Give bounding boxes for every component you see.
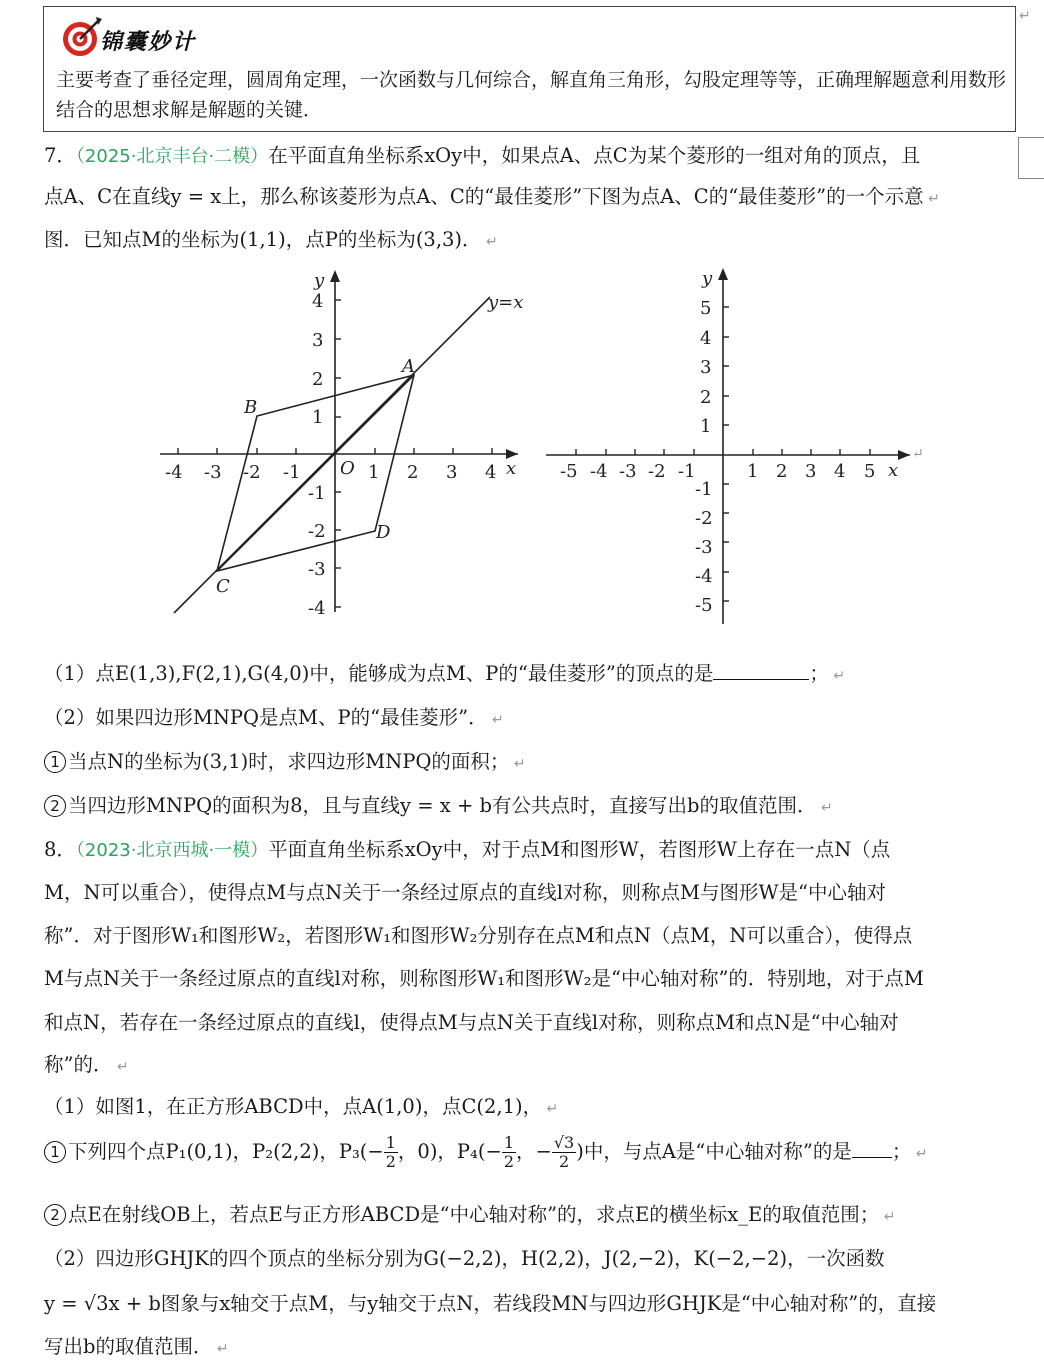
point-a-label: A: [402, 356, 415, 377]
q8-part2: （2）四边形GHJK的四个顶点的坐标分别为G(−2,2)，H(2,2)，J(2,−2)，K(−2,−2)，一次函数: [44, 1247, 885, 1270]
x-tick: 2: [407, 462, 419, 483]
q8-sub1: 1 下列四个点P₁(0,1)，P₂(2,2)，P₃(− $\frac{1}{2}$ ，0)，P₄(− $\frac{1}{2}$ ，− $\frac{√3}{2}$ )中，与点A是“中心轴对称”的是 ； ↵: [44, 1134, 928, 1171]
y-axis-label: y: [314, 270, 325, 291]
x-tick: 4: [834, 461, 846, 482]
q7-part1: （1）点E(1,3),F(2,1),G(4,0)中，能够成为点M、P的“最佳菱形”的顶点的是 ； ↵: [44, 662, 846, 685]
line-label: y=x: [488, 292, 524, 313]
x-tick: -1: [678, 461, 696, 482]
x-tick: -5: [560, 461, 578, 482]
figure-best-rhombus: [150, 262, 530, 622]
y-tick: -5: [695, 595, 713, 616]
y-tick: -4: [308, 598, 326, 619]
q7-line1: 7．（2025·北京丰台·二模）在平面直角坐标系xOy中，如果点A、点C为某个菱形的一组对角的顶点，且: [44, 144, 921, 167]
answer-blank[interactable]: [713, 661, 809, 680]
point-c-label: C: [216, 576, 230, 597]
origin-label: O: [340, 458, 355, 479]
fraction: $\frac{1}{2}$: [385, 1133, 396, 1171]
y-tick: 3: [312, 330, 324, 351]
q8-line1: 8．（2023·北京西城·一模）平面直角坐标系xOy中，对于点M和图形W，若图形W上存在一点N（点: [44, 838, 891, 861]
y-tick: 4: [700, 328, 712, 349]
summary-text: 主要考查了垂径定理，圆周角定理，一次函数与几何综合，解直角三角形，勾股定理等等，正确理解题意利用数形结合的思想求解是解题的关键．: [56, 69, 1007, 121]
x-axis-label: x: [888, 460, 899, 481]
x-tick: -3: [204, 462, 222, 483]
y-tick: -4: [695, 566, 713, 587]
q8-part2-line3: 写出b的取值范围． ↵: [44, 1335, 229, 1358]
svg-text:↵: ↵: [912, 446, 924, 462]
x-tick: 3: [805, 461, 817, 482]
y-tick: 2: [700, 387, 712, 408]
x-tick: 4: [485, 462, 497, 483]
y-tick: -2: [695, 508, 713, 529]
figure-blank-grid: [540, 262, 930, 632]
fraction: $\frac{√3}{2}$: [553, 1133, 575, 1171]
q7-line2: 点A、C在直线y = x上，那么称该菱形为点A、C的“最佳菱形”下图为点A、C的“最佳菱形”的一个示意 ↵: [44, 185, 940, 208]
target-logo-icon: [60, 15, 104, 59]
x-tick: -1: [283, 462, 301, 483]
q7-line3: 图．已知点M的坐标为(1,1)，点P的坐标为(3,3)． ↵: [44, 228, 498, 251]
y-tick: -2: [308, 521, 326, 542]
point-b-label: B: [244, 397, 258, 418]
answer-blank[interactable]: [852, 1139, 892, 1158]
circled-number: 1: [44, 751, 66, 773]
q8-sub2: 2 点E在射线OB上，若点E与正方形ABCD是“中心轴对称”的，求点E的横坐标x_E的取值范围； ↵: [44, 1199, 895, 1227]
x-tick: -4: [165, 462, 183, 483]
y-tick: 5: [700, 298, 712, 319]
x-tick: 1: [747, 461, 759, 482]
y-tick: 1: [700, 416, 712, 437]
circled-number: 2: [44, 1204, 66, 1226]
fraction: $\frac{1}{2}$: [503, 1133, 514, 1171]
circled-number: 1: [44, 1141, 66, 1163]
x-tick: -2: [648, 461, 666, 482]
q8-line2: M，N可以重合），使得点M与点N关于一条经过原点的直线l对称，则称点M与图形W是“中心轴对: [44, 881, 887, 904]
q7-source: （2025·北京丰台·二模）: [75, 146, 269, 167]
q8-line5: 和点N，若存在一条经过原点的直线l，使得点M与点N关于直线l对称，则称点M和点N是“中心轴对: [44, 1011, 899, 1034]
q8-line6: 称”的． ↵: [44, 1053, 129, 1076]
y-tick: 2: [312, 369, 324, 390]
q8-part2-line2: y = √3x + b图象与x轴交于点M，与y轴交于点N，若线段MN与四边形GHJK是“中心轴对称”的，直接: [44, 1292, 937, 1315]
q8-line3: 称”．对于图形W₁和图形W₂，若图形W₁和图形W₂分别存在点M和点N（点M，N可以重合），使得点: [44, 924, 913, 947]
y-tick: -1: [308, 483, 326, 504]
x-tick: 2: [776, 461, 788, 482]
x-tick: -3: [619, 461, 637, 482]
x-tick: 5: [864, 461, 876, 482]
y-tick: -1: [695, 479, 713, 500]
x-axis-label: x: [506, 458, 517, 479]
x-tick: 1: [368, 462, 380, 483]
q8-source: （2023·北京西城·一模）: [75, 840, 269, 861]
y-tick: -3: [308, 559, 326, 580]
q8-line4: M与点N关于一条经过原点的直线l对称，则称图形W₁和图形W₂是“中心轴对称”的．特别地，对于点M: [44, 967, 924, 990]
circled-number: 2: [44, 795, 66, 817]
q7-part2: （2）如果四边形MNPQ是点M、P的“最佳菱形”． ↵: [44, 706, 504, 729]
x-tick: 3: [446, 462, 458, 483]
x-tick: -4: [590, 461, 608, 482]
y-tick: 1: [312, 407, 324, 428]
x-tick: -2: [243, 462, 261, 483]
y-tick: -3: [695, 537, 713, 558]
q7-sub2: 2 当四边形MNPQ的面积为8，且与直线y = x + b有公共点时，直接写出b的取值范围． ↵: [44, 790, 833, 818]
q8-part1: （1）如图1，在正方形ABCD中，点A(1,0)，点C(2,1)， ↵: [44, 1095, 559, 1118]
y-tick: 4: [312, 291, 324, 312]
page-corner-mark: [1018, 137, 1044, 179]
summary-title: 锦囊妙计: [100, 30, 197, 55]
return-mark-icon: ↵: [1019, 8, 1031, 24]
point-d-label: D: [376, 522, 391, 543]
summary-box: [43, 6, 1016, 132]
y-axis-label: y: [702, 268, 713, 289]
q7-sub1: 1 当点N的坐标为(3,1)时，求四边形MNPQ的面积； ↵: [44, 746, 526, 774]
y-tick: 3: [700, 357, 712, 378]
